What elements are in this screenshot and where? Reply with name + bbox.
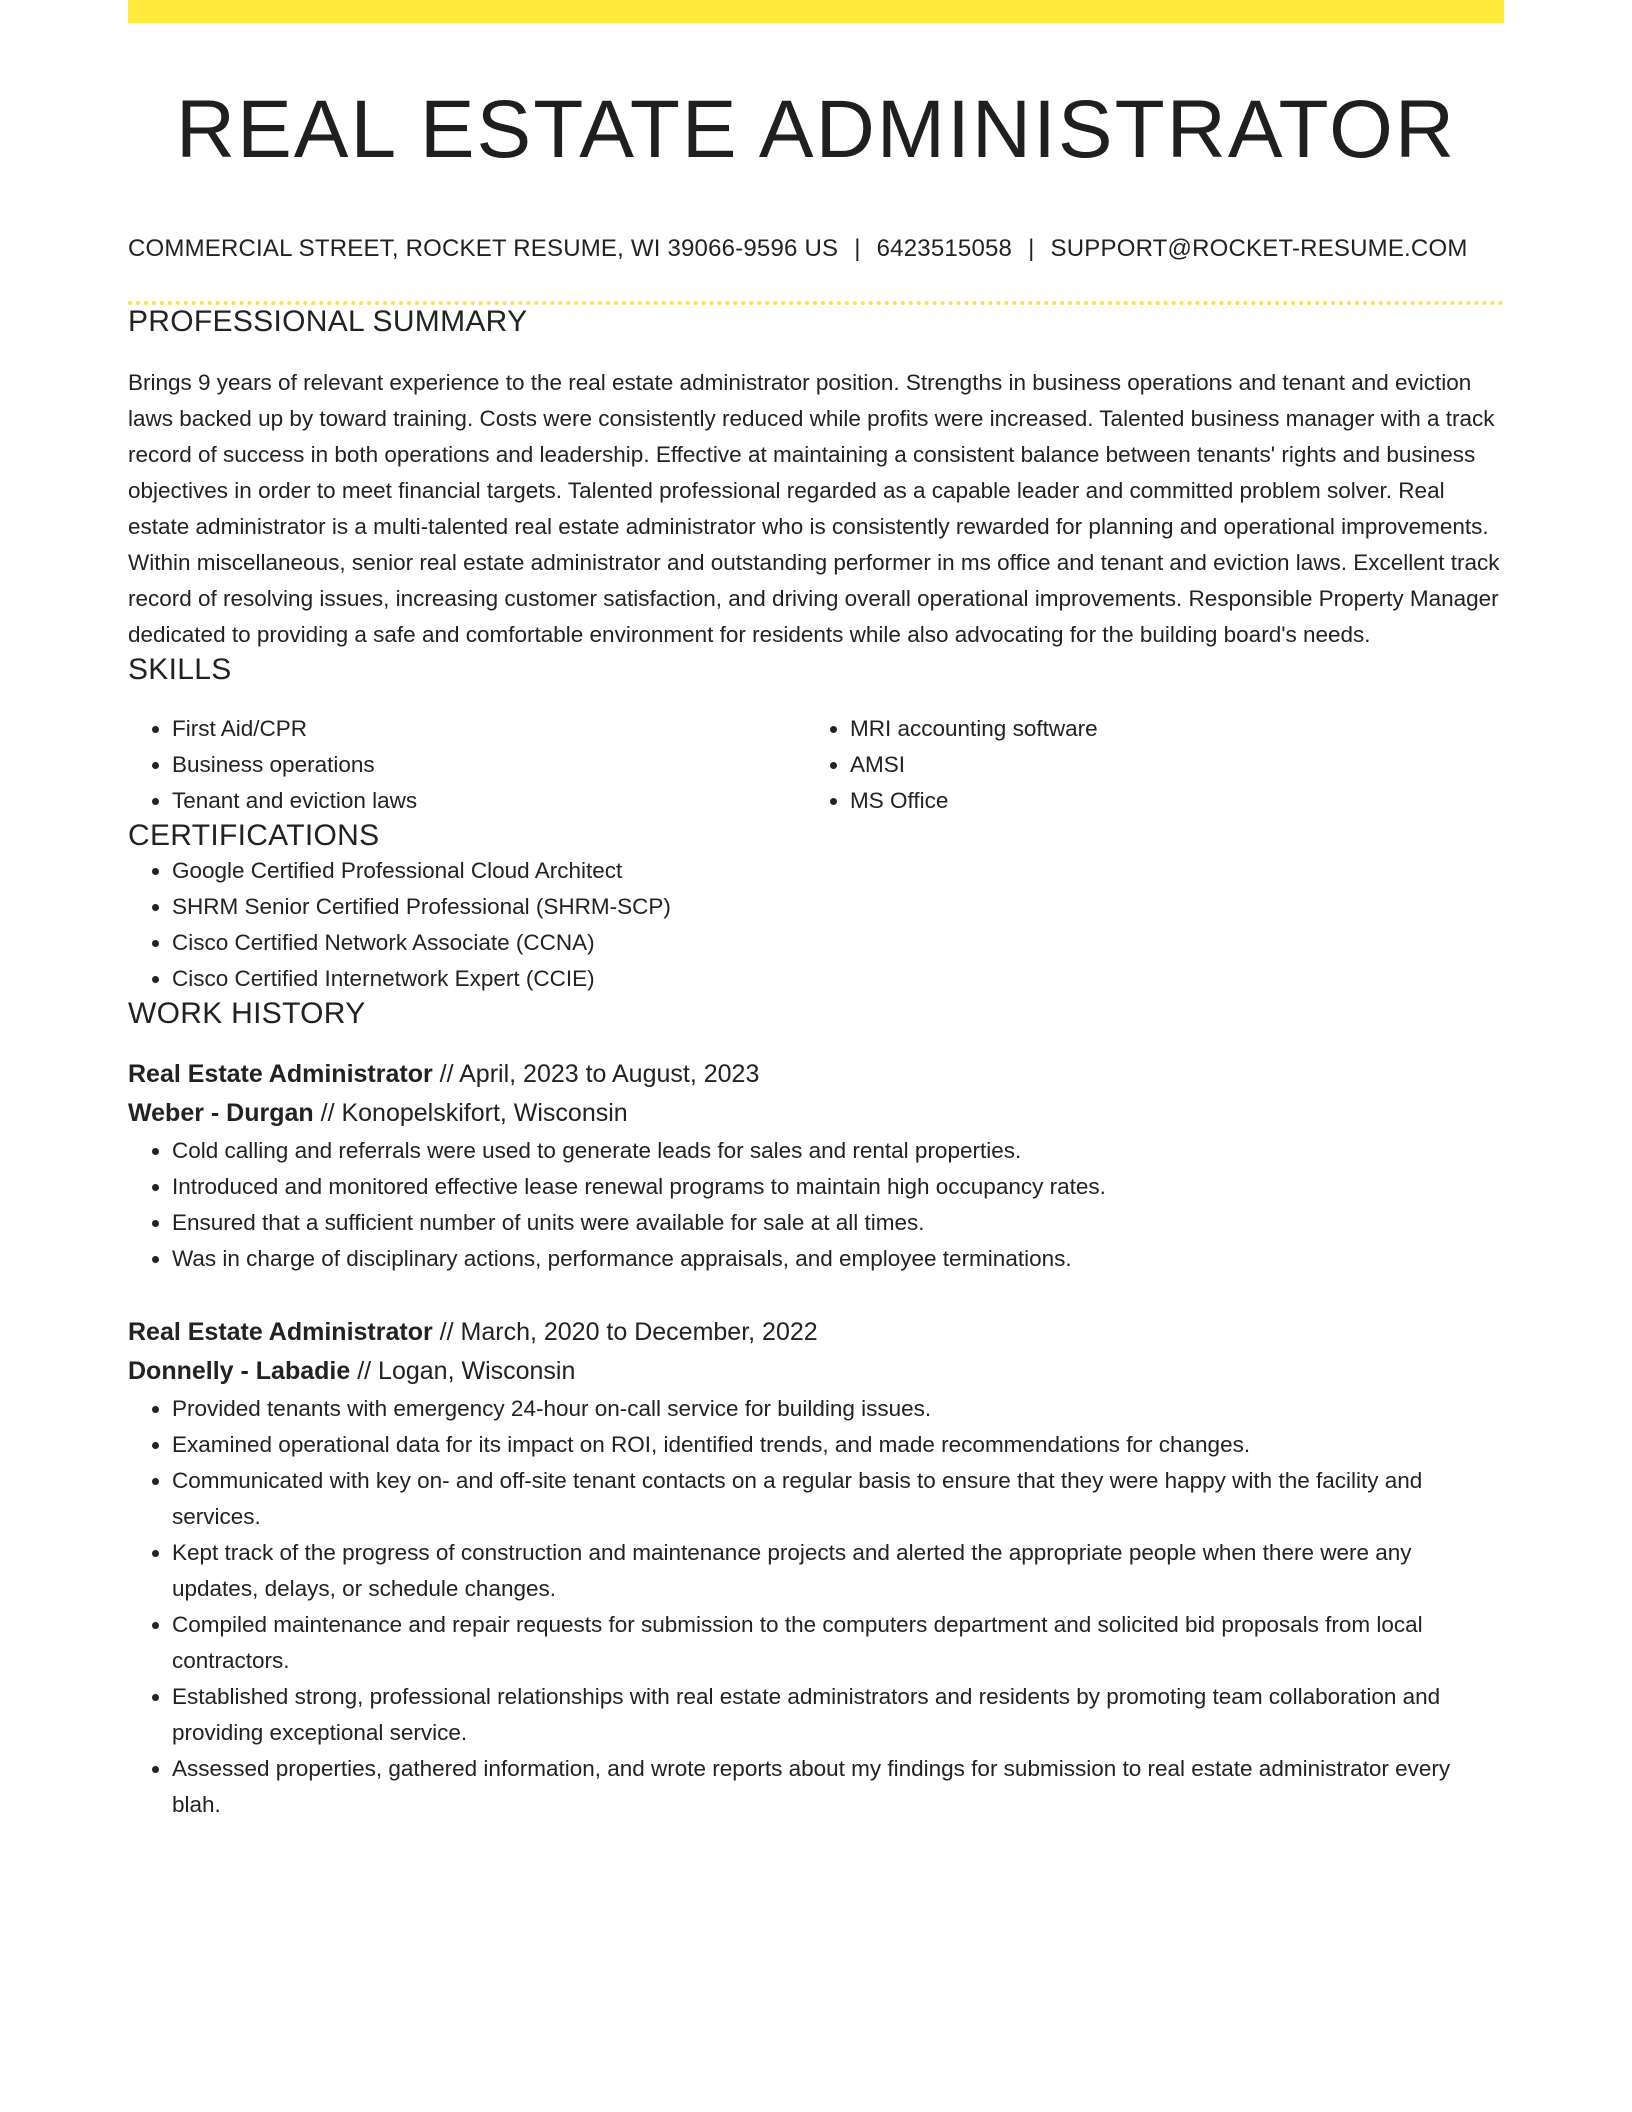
job-duties-list bbox=[128, 1391, 1504, 1823]
job-role: Real Estate Administrator bbox=[128, 1318, 433, 1347]
certification-item: • Google Certified Professional Cloud Architect bbox=[172, 853, 1504, 889]
job-duty-item: • Established strong, professional relationships with real estate administrators and residents by promoting team collaboration and providing exceptional service. bbox=[172, 1679, 1504, 1751]
job-company-line bbox=[128, 1352, 1504, 1391]
contact-email: SUPPORT@ROCKET-RESUME.COM bbox=[1050, 235, 1468, 263]
resume-name-title: REAL ESTATE ADMINISTRATOR bbox=[175, 84, 1457, 175]
job-company: Weber - Durgan bbox=[128, 1099, 314, 1128]
job-duties-list bbox=[128, 1133, 1504, 1277]
job-duty-item: • Assessed properties, gathered information, and wrote reports about my findings for submission to real estate administrator every blah. bbox=[172, 1751, 1504, 1823]
contact-separator: | bbox=[1028, 235, 1035, 263]
skills-heading: SKILLS bbox=[128, 653, 232, 687]
job-duty-item: • Kept track of the progress of construction and maintenance projects and alerted the appropriate people when there were any updates, delays, or schedule changes. bbox=[172, 1535, 1504, 1607]
accent-top-bar bbox=[128, 0, 1504, 23]
skill-item: • First Aid/CPR bbox=[172, 711, 806, 747]
resume-page bbox=[128, 0, 1504, 1823]
job-dates: // April, 2023 to August, 2023 bbox=[439, 1060, 760, 1089]
job-location: // Logan, Wisconsin bbox=[357, 1357, 576, 1386]
skills-grid bbox=[128, 711, 1504, 819]
summary-heading: PROFESSIONAL SUMMARY bbox=[128, 305, 528, 339]
skill-item: • MS Office bbox=[850, 783, 1484, 819]
contact-separator: | bbox=[854, 235, 861, 263]
job-company: Donnelly - Labadie bbox=[128, 1357, 351, 1386]
certification-item: • SHRM Senior Certified Professional (SHRM-SCP) bbox=[172, 889, 1504, 925]
skill-item: • MRI accounting software bbox=[850, 711, 1484, 747]
job-duty-item: • Was in charge of disciplinary actions, performance appraisals, and employee terminations. bbox=[172, 1241, 1504, 1277]
job-entry bbox=[128, 1313, 1504, 1823]
certification-item: • Cisco Certified Internetwork Expert (CCIE) bbox=[172, 961, 1504, 997]
skills-column-right bbox=[806, 711, 1484, 819]
job-duty-item: • Cold calling and referrals were used to generate leads for sales and rental properties. bbox=[172, 1133, 1504, 1169]
job-role-line bbox=[128, 1055, 1504, 1094]
job-duty-item: • Provided tenants with emergency 24-hour on-call service for building issues. bbox=[172, 1391, 1504, 1427]
work-history-heading: WORK HISTORY bbox=[128, 997, 366, 1031]
skill-item: • AMSI bbox=[850, 747, 1484, 783]
job-duty-item: • Examined operational data for its impact on ROI, identified trends, and made recommendations for changes. bbox=[172, 1427, 1504, 1463]
job-role-line bbox=[128, 1313, 1504, 1352]
contact-phone: 6423515058 bbox=[876, 235, 1013, 263]
certifications-list bbox=[128, 853, 1504, 997]
job-entry bbox=[128, 1055, 1504, 1277]
job-duty-item: • Communicated with key on- and off-site tenant contacts on a regular basis to ensure that they were happy with the facility and services. bbox=[172, 1463, 1504, 1535]
job-company-line bbox=[128, 1094, 1504, 1133]
job-duty-item: • Introduced and monitored effective lease renewal programs to maintain high occupancy rates. bbox=[172, 1169, 1504, 1205]
skill-item: • Business operations bbox=[172, 747, 806, 783]
certifications-heading: CERTIFICATIONS bbox=[128, 819, 380, 853]
job-duty-item: • Ensured that a sufficient number of units were available for sale at all times. bbox=[172, 1205, 1504, 1241]
job-role: Real Estate Administrator bbox=[128, 1060, 433, 1089]
contact-line bbox=[128, 235, 1504, 263]
summary-text: Brings 9 years of relevant experience to the real estate administrator position. Strengths in business operations and tenant and eviction laws backed up by toward training. Costs were consistently reduced while profits were increased. Talented business manager with a track record of success in both operations and leadership. Effective at maintaining a consistent balance between tenants' rights and business objectives in order to meet financial targets. Talented professional regarded as a capable leader and committed problem solver. Real estate administrator is a multi-talented real estate administrator who is consistently rewarded for planning and operational improvements. Within miscellaneous, senior real estate administrator and outstanding performer in ms office and tenant and eviction laws. Excellent track record of resolving issues, increasing customer satisfaction, and driving overall operational improvements. Responsible Property Manager dedicated to providing a safe and comfortable environment for residents while also advocating for the building board's needs. bbox=[128, 370, 1500, 648]
job-dates: // March, 2020 to December, 2022 bbox=[439, 1318, 818, 1347]
job-location: // Konopelskifort, Wisconsin bbox=[320, 1099, 628, 1128]
skill-item: • Tenant and eviction laws bbox=[172, 783, 806, 819]
job-duty-item: • Compiled maintenance and repair requests for submission to the computers department and solicited bid proposals from local contractors. bbox=[172, 1607, 1504, 1679]
certification-item: • Cisco Certified Network Associate (CCNA) bbox=[172, 925, 1504, 961]
skills-column-left bbox=[128, 711, 806, 819]
contact-address: COMMERCIAL STREET, ROCKET RESUME, WI 39066-9596 US bbox=[128, 235, 839, 263]
